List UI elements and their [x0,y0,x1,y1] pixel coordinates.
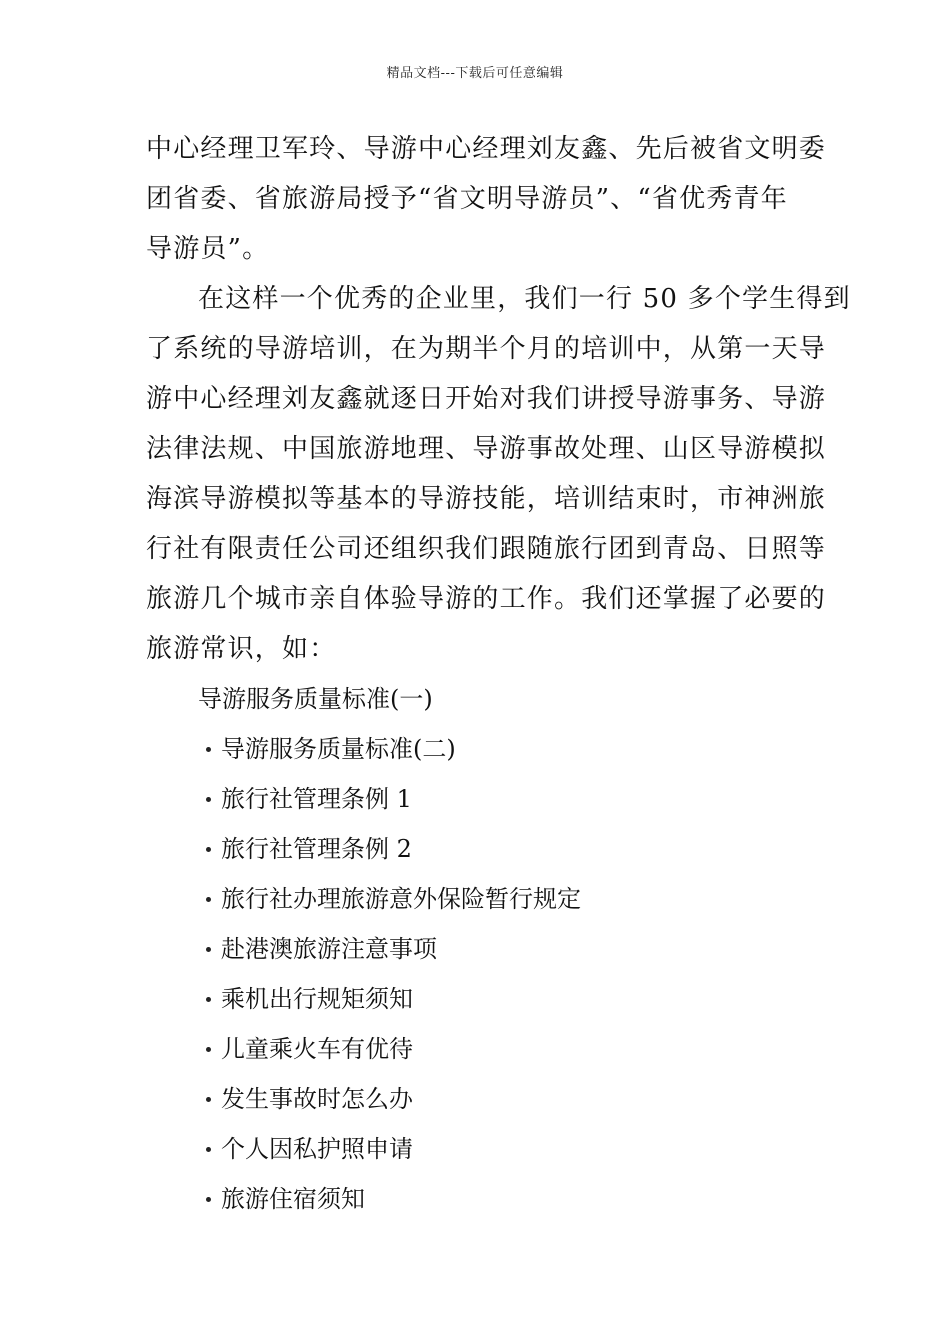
list-item-label: 乘机出行规矩须知 [221,985,413,1013]
list-item [146,774,808,824]
list-item-label: 旅游住宿须知 [221,1185,365,1213]
list-item-label: 导游服务质量标准(二) [221,735,456,763]
paragraph-line: 海滨导游模拟等基本的导游技能，培训结束时，市神洲旅 [146,484,827,514]
bullet-icon [206,847,211,852]
paragraph-line: 行社有限责任公司还组织我们跟随旅行团到青岛、日照等 [146,534,827,564]
paragraph-2 [146,274,851,674]
bullet-icon [206,747,211,752]
paragraph-line: 游中心经理刘友鑫就逐日开始对我们讲授导游事务、导游 [146,384,827,414]
list-title: 导游服务质量标准(一) [198,685,433,713]
paragraph-line: 中心经理卫军玲、导游中心经理刘友鑫、先后被省文明委 [146,134,827,164]
bullet-icon [206,797,211,802]
bullet-icon [206,997,211,1002]
paragraph-line: 在这样一个优秀的企业里，我们一行 50 多个学生得到 [198,284,851,314]
list-item-label: 发生事故时怎么办 [221,1085,413,1113]
list-item [146,724,808,774]
paragraph-line: 了系统的导游培训，在为期半个月的培训中，从第一天导 [146,334,827,364]
bullet-icon [206,897,211,902]
paragraph-line: 团省委、省旅游局授予“省文明导游员”、“省优秀青年 [146,184,788,214]
list-item [146,874,808,924]
list-item-label: 儿童乘火车有优待 [221,1035,413,1063]
list-item-label: 赴港澳旅游注意事项 [221,935,437,963]
list-item-label: 旅行社管理条例 2 [221,835,412,863]
list-item [146,1024,808,1074]
list-item [146,974,808,1024]
list-item [146,1074,808,1124]
paragraph-1 [146,124,827,274]
tips-list [146,724,808,1224]
list-item-label: 旅行社管理条例 1 [221,785,412,813]
bullet-icon [206,947,211,952]
bullet-icon [206,1147,211,1152]
list-item [146,1124,808,1174]
bullet-icon [206,1047,211,1052]
bullet-icon [206,1197,211,1202]
list-item [146,824,808,874]
list-item-label: 个人因私护照申请 [221,1135,413,1163]
bullet-icon [206,1097,211,1102]
paragraph-line: 旅游几个城市亲自体验导游的工作。我们还掌握了必要的 [146,584,827,614]
paragraph-line: 法律法规、中国旅游地理、导游事故处理、山区导游模拟 [146,434,827,464]
paragraph-line: 旅游常识，如： [146,634,337,664]
list-item [146,924,808,974]
paragraph-line: 导游员”。 [146,234,270,264]
document-body [146,124,851,1224]
list-item-label: 旅行社办理旅游意外保险暂行规定 [221,885,581,913]
list-item [146,1174,808,1224]
page-header: 精品文档---下载后可任意编辑 [386,66,564,81]
